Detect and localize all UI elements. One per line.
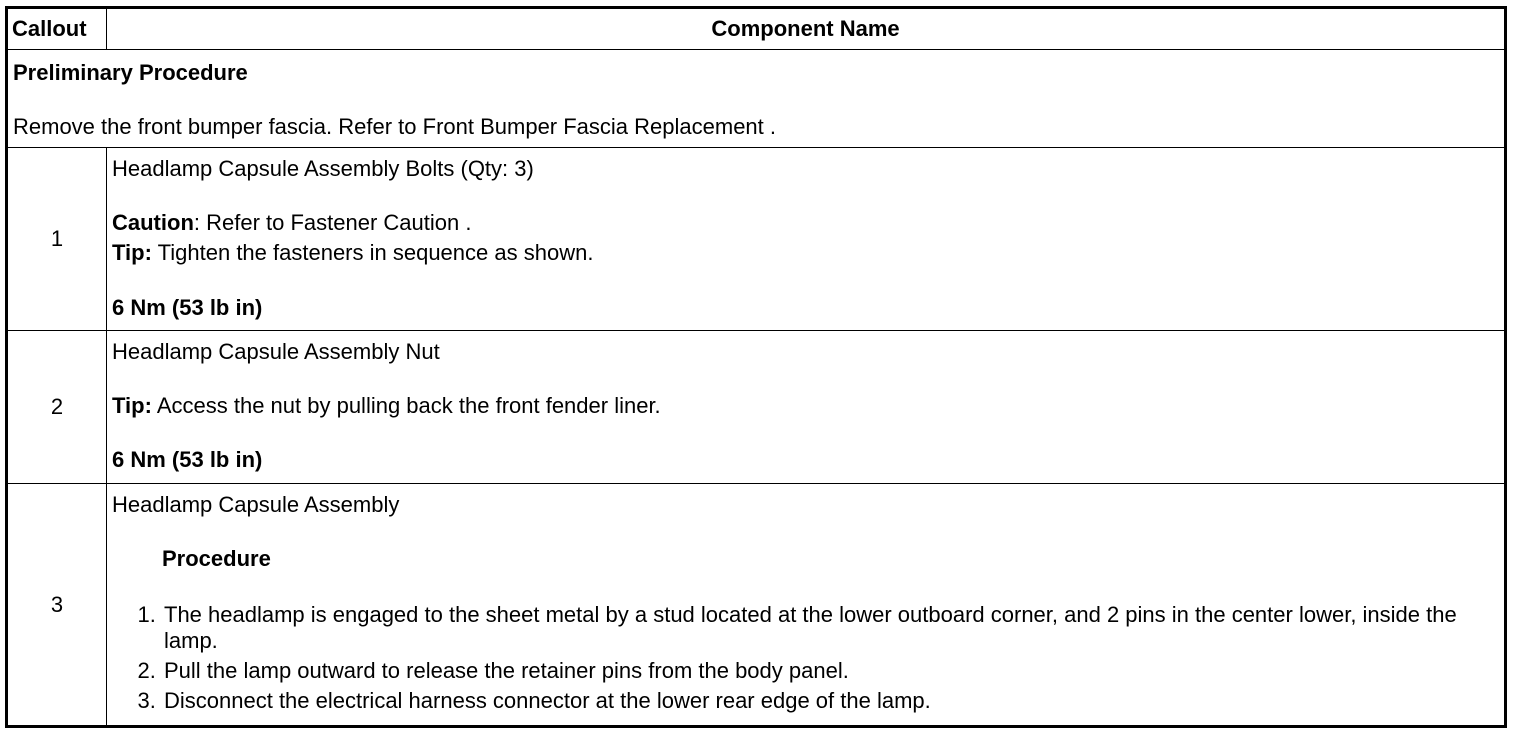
table-row: [8, 484, 1505, 726]
procedure-step: 1. The headlamp is engaged to the sheet metal by a stud located at the lower outboard corner, and 2 pins in the center lower, inside the lamp.: [162, 602, 1504, 654]
table-row: [8, 148, 1505, 331]
tip-label: Tip:: [112, 240, 152, 265]
table-row: [8, 331, 1505, 484]
tip-line: [112, 240, 1504, 266]
procedure-title: Procedure: [162, 546, 271, 571]
callout-number: 2: [8, 331, 107, 484]
component-name: Headlamp Capsule Assembly Bolts (Qty: 3): [112, 156, 534, 181]
procedure-step: 2. Pull the lamp outward to release the retainer pins from the body panel.: [162, 658, 1504, 684]
component-cell: [107, 484, 1505, 726]
tip-line: [112, 393, 1504, 419]
preliminary-title: Preliminary Procedure: [13, 60, 248, 85]
tip-label: Tip:: [112, 393, 152, 418]
component-cell: [107, 331, 1505, 484]
tip-text: Tighten the fasteners in sequence as shown.: [151, 240, 594, 265]
preliminary-cell: [8, 50, 1505, 148]
procedure-step: 3. Disconnect the electrical harness connector at the lower rear edge of the lamp.: [162, 688, 1504, 714]
caution-label: Caution: [112, 210, 194, 235]
component-table: [7, 8, 1505, 726]
tip-text: Access the nut by pulling back the front fender liner.: [151, 393, 661, 418]
callout-number: 1: [8, 148, 107, 331]
caution-line: [112, 210, 1504, 236]
procedure-steps: [112, 602, 1504, 714]
callout-column-header: Callout: [8, 9, 107, 50]
caution-text: : Refer to Fastener Caution .: [193, 210, 472, 235]
component-cell: [107, 148, 1505, 331]
header-row: [8, 9, 1505, 50]
callout-number: 3: [8, 484, 107, 726]
preliminary-row: [8, 50, 1505, 148]
preliminary-text: Remove the front bumper fascia. Refer to Front Bumper Fascia Replacement .: [13, 114, 776, 139]
component-name: Headlamp Capsule Assembly Nut: [112, 339, 440, 364]
torque-spec: 6 Nm (53 lb in): [112, 447, 263, 472]
component-table-frame: [5, 6, 1507, 728]
torque-spec: 6 Nm (53 lb in): [112, 295, 263, 320]
component-name: Headlamp Capsule Assembly: [112, 492, 400, 517]
component-name-column-header: Component Name: [107, 9, 1505, 50]
